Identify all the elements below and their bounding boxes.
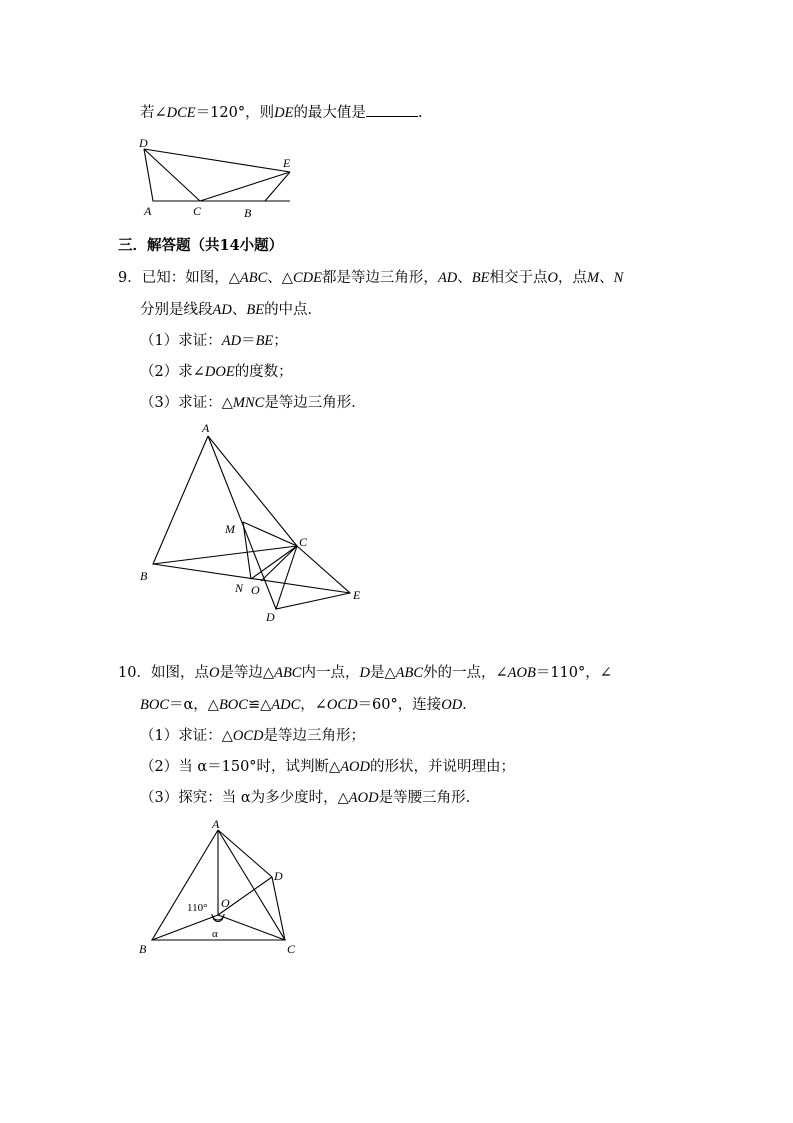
fig2-label-O: O <box>251 583 260 597</box>
fig3-label-A: A <box>212 817 220 831</box>
q10-sub1: （1）求证：△OCD是等边三角形； <box>140 728 366 744</box>
fig2-label-B: B <box>140 569 148 583</box>
fig2-label-E: E <box>353 588 361 602</box>
fig2-label-D: D <box>266 610 275 624</box>
section-heading: 三．解答题（共14小题） <box>118 237 284 254</box>
fig3-label-D: D <box>274 869 283 883</box>
q8-answer-line: 若∠DCE＝120°，则DE的最大值是 . <box>140 102 423 123</box>
q10-line1: 10．如图，点O是等边△ABC内一点，D是△ABC外的一点，∠AOB＝110°，∠ <box>118 665 612 681</box>
fig3-label-alpha: α <box>212 928 218 940</box>
q10-sub2: （2）当 α＝150°时，试判断△AOD的形状，并说明理由； <box>140 759 516 775</box>
fig3-label-O: O <box>221 896 230 910</box>
fig2-label-N: N <box>235 581 244 595</box>
q9-line2: 分别是线段AD、BE的中点． <box>140 302 323 318</box>
q9-sub1: （1）求证：AD＝BE； <box>140 333 288 349</box>
fig1-label-D: D <box>139 136 148 150</box>
fig3-label-B: B <box>139 942 147 956</box>
fig3-label-C: C <box>287 942 296 956</box>
q9-sub3: （3）求证：△MNC是等边三角形． <box>140 395 366 411</box>
fig1-label-B: B <box>244 206 252 220</box>
fig2-label-M: M <box>225 522 235 536</box>
fig1-label-C: C <box>193 204 202 218</box>
fig2-label-A: A <box>202 421 210 435</box>
q9-line1: 9．已知：如图，△ABC、△CDE都是等边三角形，AD、BE相交于点O，点M、N <box>118 270 624 286</box>
q10-line2: BOC＝α，△BOC≌△ADC，∠OCD＝60°，连接OD． <box>140 697 477 713</box>
fig1-label-A: A <box>144 204 152 218</box>
q10-sub3: （3）探究：当 α为多少度时，△AOD是等腰三角形． <box>140 790 481 806</box>
fig2-label-C: C <box>299 535 308 549</box>
fig1-label-E: E <box>283 156 291 170</box>
q9-sub2: （2）求∠DOE的度数； <box>140 364 293 380</box>
fig3-label-angle: 110° <box>187 902 208 914</box>
